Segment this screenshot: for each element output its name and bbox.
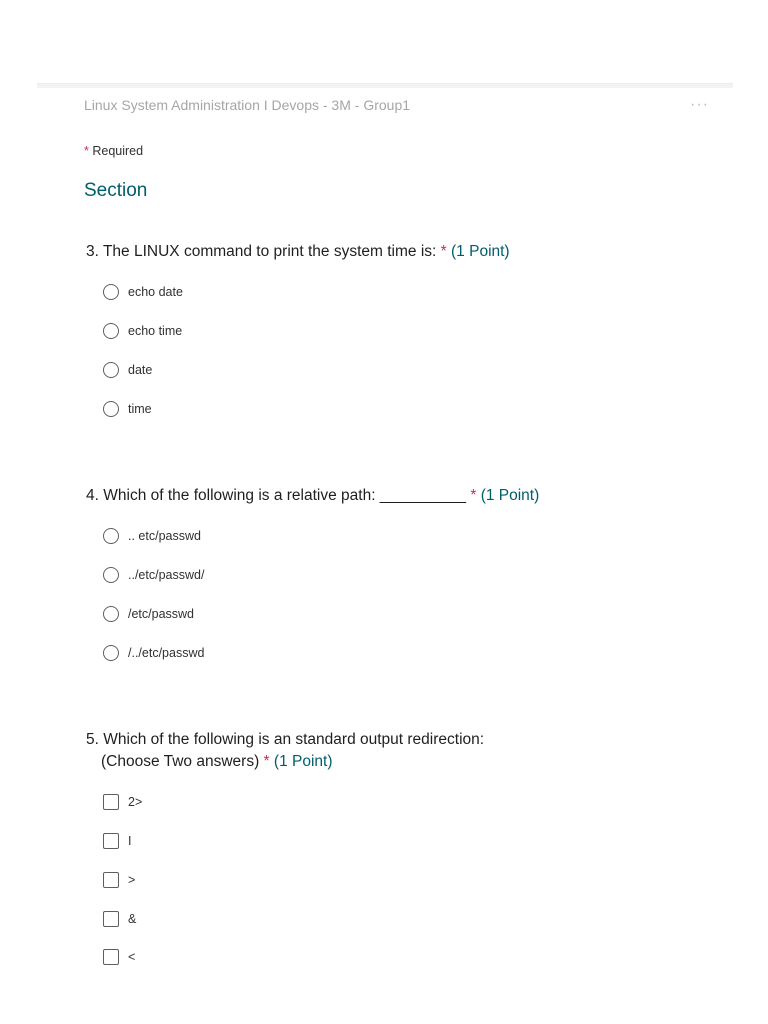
option-label: /../etc/passwd <box>128 646 205 660</box>
question-number: 3. <box>86 243 99 260</box>
form-title: Linux System Administration I Devops - 3M - Group1 <box>84 97 411 113</box>
question-title <box>86 729 484 773</box>
option-date[interactable] <box>103 360 152 380</box>
checkbox[interactable] <box>103 833 119 849</box>
option-greater-than[interactable] <box>103 870 135 890</box>
option-parent-etc-passwd-slash[interactable] <box>103 565 204 585</box>
checkbox[interactable] <box>103 794 119 810</box>
checkbox[interactable] <box>103 872 119 888</box>
required-text: Required <box>92 144 144 158</box>
option-label: 2> <box>128 795 143 809</box>
checkbox[interactable] <box>103 911 119 927</box>
radio-button[interactable] <box>103 645 119 661</box>
option-stderr-redirect[interactable] <box>103 792 142 812</box>
option-label: time <box>128 402 152 416</box>
question-points: (1 Point) <box>480 487 540 504</box>
radio-button[interactable] <box>103 362 119 378</box>
required-star: * <box>470 487 477 504</box>
option-label: .. etc/passwd <box>128 529 201 543</box>
radio-button[interactable] <box>103 567 119 583</box>
option-label: < <box>128 950 136 964</box>
option-less-than[interactable] <box>103 947 135 967</box>
option-label: ../etc/passwd/ <box>128 568 205 582</box>
radio-button[interactable] <box>103 606 119 622</box>
question-text-continued: (Choose Two answers) <box>101 753 260 770</box>
option-label: date <box>128 363 153 377</box>
question-text: Which of the following is a relative path: __________ <box>103 487 467 504</box>
question-number: 5. <box>86 731 99 748</box>
option-root-parent-etc-passwd[interactable] <box>103 643 204 663</box>
checkbox[interactable] <box>103 949 119 965</box>
required-star: * <box>440 243 447 260</box>
option-label: echo time <box>128 324 183 338</box>
question-text: Which of the following is an standard output redirection: <box>103 731 485 748</box>
question-title <box>86 241 510 263</box>
radio-button[interactable] <box>103 284 119 300</box>
section-title: Section <box>84 180 148 201</box>
option-etc-passwd[interactable] <box>103 604 194 624</box>
option-label: > <box>128 873 136 887</box>
option-dotdot-etc-passwd[interactable] <box>103 526 201 546</box>
radio-button[interactable] <box>103 323 119 339</box>
option-label: echo date <box>128 285 183 299</box>
option-label: I <box>128 834 132 848</box>
option-pipe[interactable] <box>103 831 131 851</box>
option-label: & <box>128 912 137 926</box>
required-note <box>84 144 143 158</box>
option-echo-time[interactable] <box>103 321 182 341</box>
question-points: (1 Point) <box>451 243 510 260</box>
option-echo-date[interactable] <box>103 282 183 302</box>
radio-button[interactable] <box>103 401 119 417</box>
question-text: The LINUX command to print the system time is: <box>102 243 437 260</box>
option-ampersand[interactable] <box>103 909 136 929</box>
radio-button[interactable] <box>103 528 119 544</box>
question-title <box>86 485 539 507</box>
ellipsis-icon[interactable]: ··· <box>690 96 709 113</box>
required-star: * <box>84 144 89 158</box>
question-3 <box>86 241 510 263</box>
question-4 <box>86 485 539 507</box>
header-divider <box>37 83 733 88</box>
question-points: (1 Point) <box>273 753 333 770</box>
required-star: * <box>263 753 270 770</box>
option-label: /etc/passwd <box>128 607 195 621</box>
option-time[interactable] <box>103 399 152 419</box>
question-number: 4. <box>86 487 99 504</box>
question-5 <box>86 729 484 773</box>
